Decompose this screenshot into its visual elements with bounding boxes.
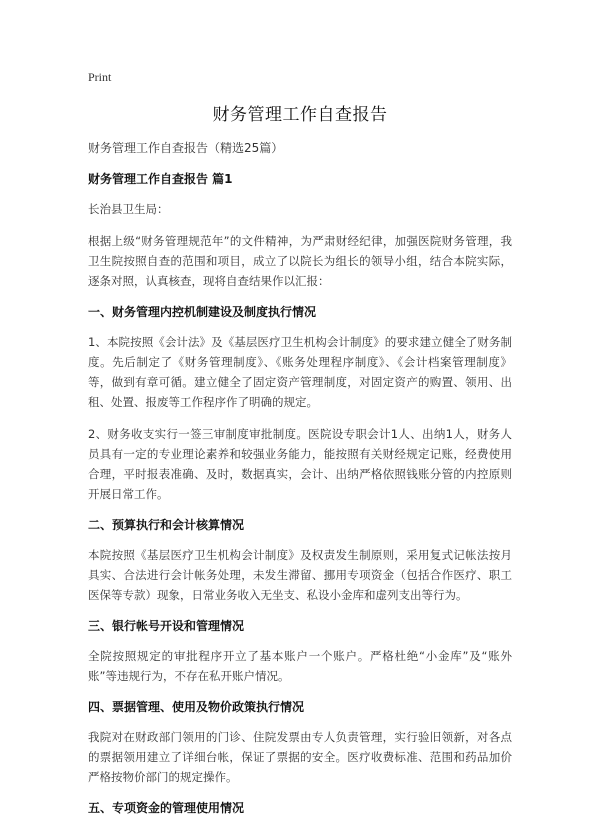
section-1-paragraph-1: 1、本院按照《会计法》及《基层医疗卫生机构会计制度》的要求建立健全了财务制度。先后制定了《财务管理制度》、《账务处理程序制度》、《会计档案管理制度》等，做到有章可循。建立健全了固定资产管理制度，对固定资产的购置、领用、出租、处置、报废等工作程序作了明确的规定。 — [88, 335, 512, 409]
document-title: 财务管理工作自查报告 — [212, 105, 388, 125]
document-subtitle: 财务管理工作自查报告（精选25篇） — [88, 141, 284, 155]
section-1-paragraph-2: 2、财务收支实行一签三审制度审批制度。医院设专职会计1人、出纳1人，财务人员具有一定的专业理论素养和较强业务能力，能按照有关财经规定记账，经费使用合理，平时报表准确、及时，数据真实，会计、出纳严格依照钱账分管的内控原则开展日常工作。 — [88, 427, 512, 501]
section-heading-2: 二、预算执行和会计核算情况 — [88, 518, 245, 532]
section-heading-4: 四、票据管理、使用及物价政策执行情况 — [88, 700, 305, 714]
section-heading-5: 五、专项资金的管理使用情况 — [88, 801, 245, 815]
section-3-paragraph-1: 全院按照规定的审批程序开立了基本账户一个账户。严格杜绝“小金库”及“账外账”等违规行为，不存在私开账户情况。 — [88, 649, 512, 683]
section-heading-3: 三、银行帐号开设和管理情况 — [88, 619, 245, 633]
section-heading-1: 一、财务管理内控机制建设及制度执行情况 — [88, 305, 317, 319]
print-label[interactable]: Print — [88, 70, 112, 84]
section-2-paragraph-1: 本院按照《基层医疗卫生机构会计制度》及权责发生制原则，采用复式记帐法按月具实、合法进行会计帐务处理，未发生滞留、挪用专项资金（包括合作医疗、职工医保等专款）现象，日常业务收入无坐支、私设小金库和虚列支出等行为。 — [88, 548, 512, 602]
section-4-paragraph-1: 我院对在财政部门领用的门诊、住院发票由专人负责管理，实行验旧领新，对各点的票据领用建立了详细台帐，保证了票据的安全。医疗收费标准、范围和药品加价严格按物价部门的规定操作。 — [88, 730, 512, 784]
salutation: 长治县卫生局： — [88, 202, 169, 216]
intro-paragraph: 根据上级“财务管理规范年”的文件精神，为严肃财经纪律，加强医院财务管理，我卫生院按照自查的范围和项目，成立了以院长为组长的领导小组，结合本院实际，逐条对照，认真核查，现将自查结果作以汇报： — [88, 234, 512, 288]
article-heading: 财务管理工作自查报告 篇1 — [88, 172, 233, 186]
